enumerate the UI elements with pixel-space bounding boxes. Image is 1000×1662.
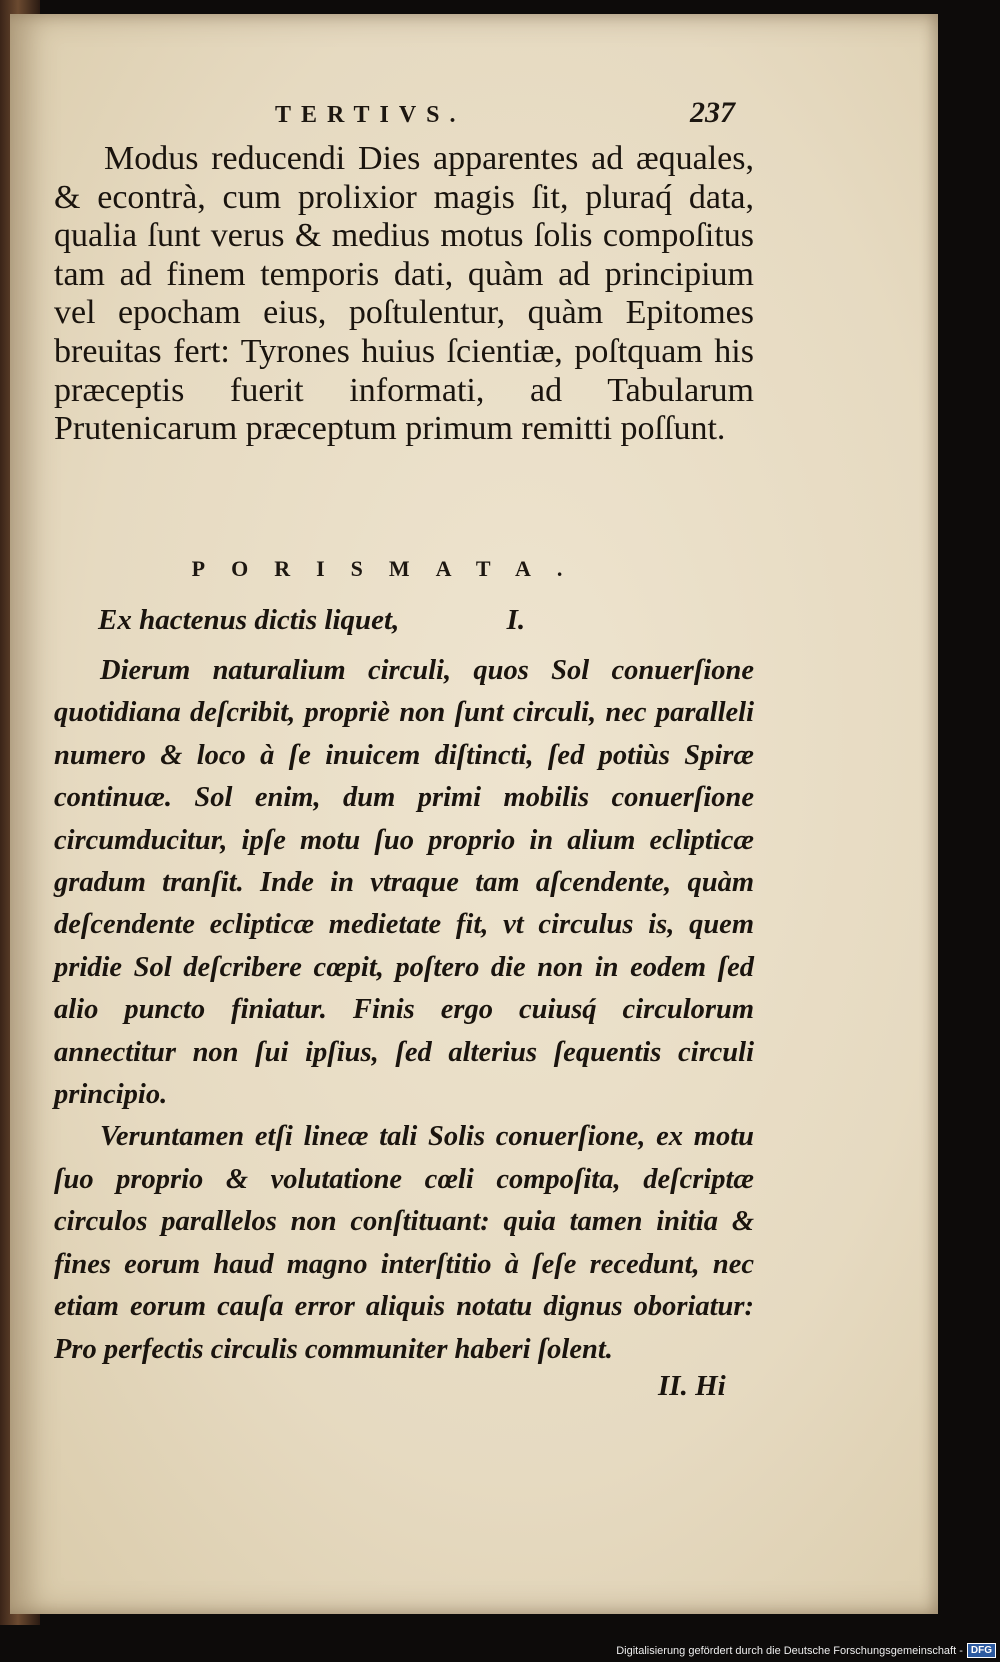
digitization-credit [616, 1643, 996, 1658]
section-title: PORISMATA. [191, 556, 589, 581]
catchword: II. Hi [658, 1370, 726, 1402]
page-number: 237 [690, 96, 735, 129]
porisma-paragraph-1: Dierum naturalium circuli, quos Sol conuerſione quotidiana deſcribit, propriè non ſunt circuli, nec paralleli numero & loco à ſe inuicem diſtincti, ſed potiùs Spiræ continuæ. Sol enim, dum primi mobilis conuerſione circumducitur, ipſe motu ſuo proprio in alium eclipticæ gradum tranſit. Inde in vtraque tam aſcendente, quàm deſcendente eclipticæ medietate fit, vt circulus is, quem pridie Sol deſcribere cœpit, poſtero die non in eodem ſed alio puncto finiatur. Finis ergo cuiusq́ circulorum annectitur non ſui ipſius, ſed alterius ſequentis circuli principio. [54, 655, 754, 1111]
main-paragraph [54, 140, 754, 449]
dfg-logo: DFG [967, 1643, 996, 1658]
credit-text: Digitalisierung gefördert durch die Deutsche Forschungsgemeinschaft - [616, 1644, 963, 1657]
main-paragraph-text: Modus reducendi Dies apparentes ad æquales, & econtrà, cum prolixior magis ſit, pluraq́ data, qualia ſunt verus & medius motus ſolis compoſitus tam ad finem temporis dati, quàm ad principium vel epocham eius, poſtulentur, quàm Epitomes breuitas fert: Tyrones huius ſcientiæ, poſtquam his præceptis fuerit informati, ad Tabularum Prutenicarum præceptum primum remitti poſſunt. [54, 140, 754, 448]
porisma-paragraph-2: Veruntamen etſi lineæ tali Solis conuerſione, ex motu ſuo proprio & volutatione cœli compoſita, deſcriptæ circulos parallelos non conſtituant: quia tamen initia & fines eorum haud magno interſtitio à ſeſe recedunt, nec etiam eorum cauſa error aliquis notatu dignus oboriatur: Pro perfectis circulis communiter haberi ſolent. [54, 1121, 754, 1365]
running-head: TERTIVS. [275, 102, 466, 128]
intro-line [98, 604, 525, 637]
book-page [10, 14, 938, 1614]
porisma-number: I. [506, 604, 526, 636]
intro-text: Ex hactenus dictis liquet, [98, 604, 400, 636]
porisma-body [54, 650, 754, 1371]
